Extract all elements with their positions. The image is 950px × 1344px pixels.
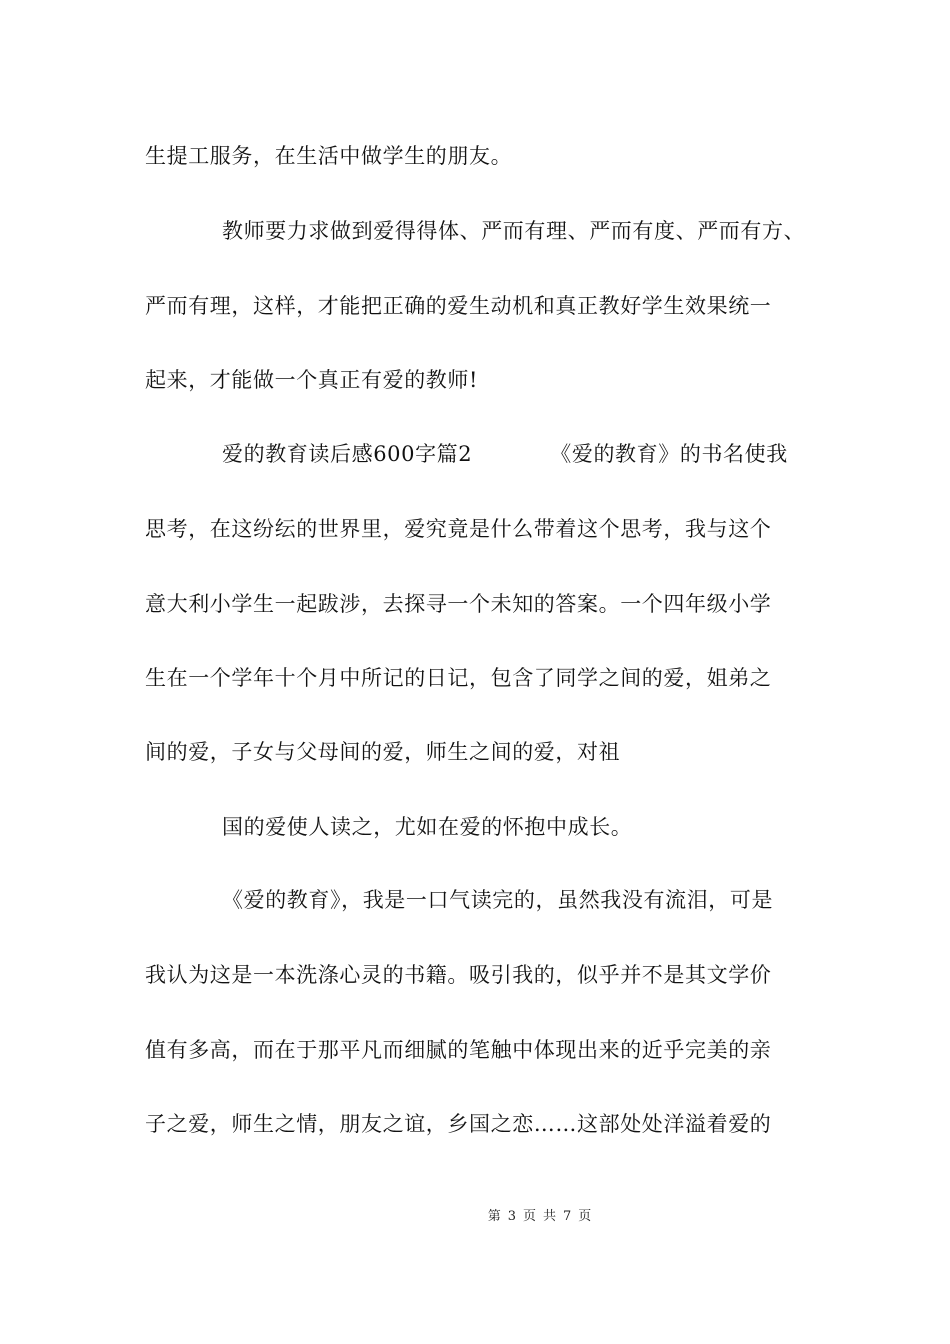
paragraph-line-6: 思考，在这纷纭的世界里，爱究竟是什么带着这个思考，我与这个: [145, 517, 772, 541]
paragraph-line-1: 生提工服务，在生活中做学生的朋友。: [145, 144, 513, 168]
section-intro: 《爱的教育》的书名使我: [550, 442, 788, 466]
page-footer: [0, 1208, 950, 1226]
paragraph-line-9: 间的爱，子女与父母间的爱，师生之间的爱，对祖: [145, 740, 621, 764]
paragraph-line-14: 子之爱，师生之情，朋友之谊，乡国之恋……这部处处洋溢着爱的: [145, 1112, 772, 1136]
section-heading-line: [222, 440, 788, 468]
footer-prefix: 第: [487, 1209, 502, 1224]
paragraph-line-8: 生在一个学年十个月中所记的日记，包含了同学之间的爱，姐弟之: [145, 666, 772, 690]
paragraph-line-2: 教师要力求做到爱得得体、严而有理、严而有度、严而有方、: [222, 219, 806, 243]
footer-total-pages: 7: [563, 1209, 573, 1224]
footer-current-page: 3: [507, 1209, 517, 1224]
footer-suffix: 页: [578, 1209, 593, 1224]
paragraph-line-7: 意大利小学生一起跋涉，去探寻一个未知的答案。一个四年级小学: [145, 592, 772, 616]
paragraph-line-12: 我认为这是一本洗涤心灵的书籍。吸引我的，似乎并不是其文学价: [145, 963, 772, 987]
paragraph-line-4: 起来，才能做一个真正有爱的教师!: [145, 368, 479, 392]
paragraph-line-11: 《爱的教育》，我是一口气读完的，虽然我没有流泪，可是: [222, 888, 774, 912]
footer-page-word: 页: [522, 1209, 537, 1224]
paragraph-line-3: 严而有理，这样，才能把正确的爱生动机和真正教好学生效果统一: [145, 294, 772, 318]
footer-total-prefix: 共: [543, 1209, 558, 1224]
paragraph-line-10: 国的爱使人读之，尤如在爱的怀抱中成长。: [222, 815, 633, 839]
section-title: 爱的教育读后感600字篇2: [222, 442, 473, 466]
paragraph-line-13: 值有多高，而在于那平凡而细腻的笔触中体现出来的近乎完美的亲: [145, 1038, 772, 1062]
